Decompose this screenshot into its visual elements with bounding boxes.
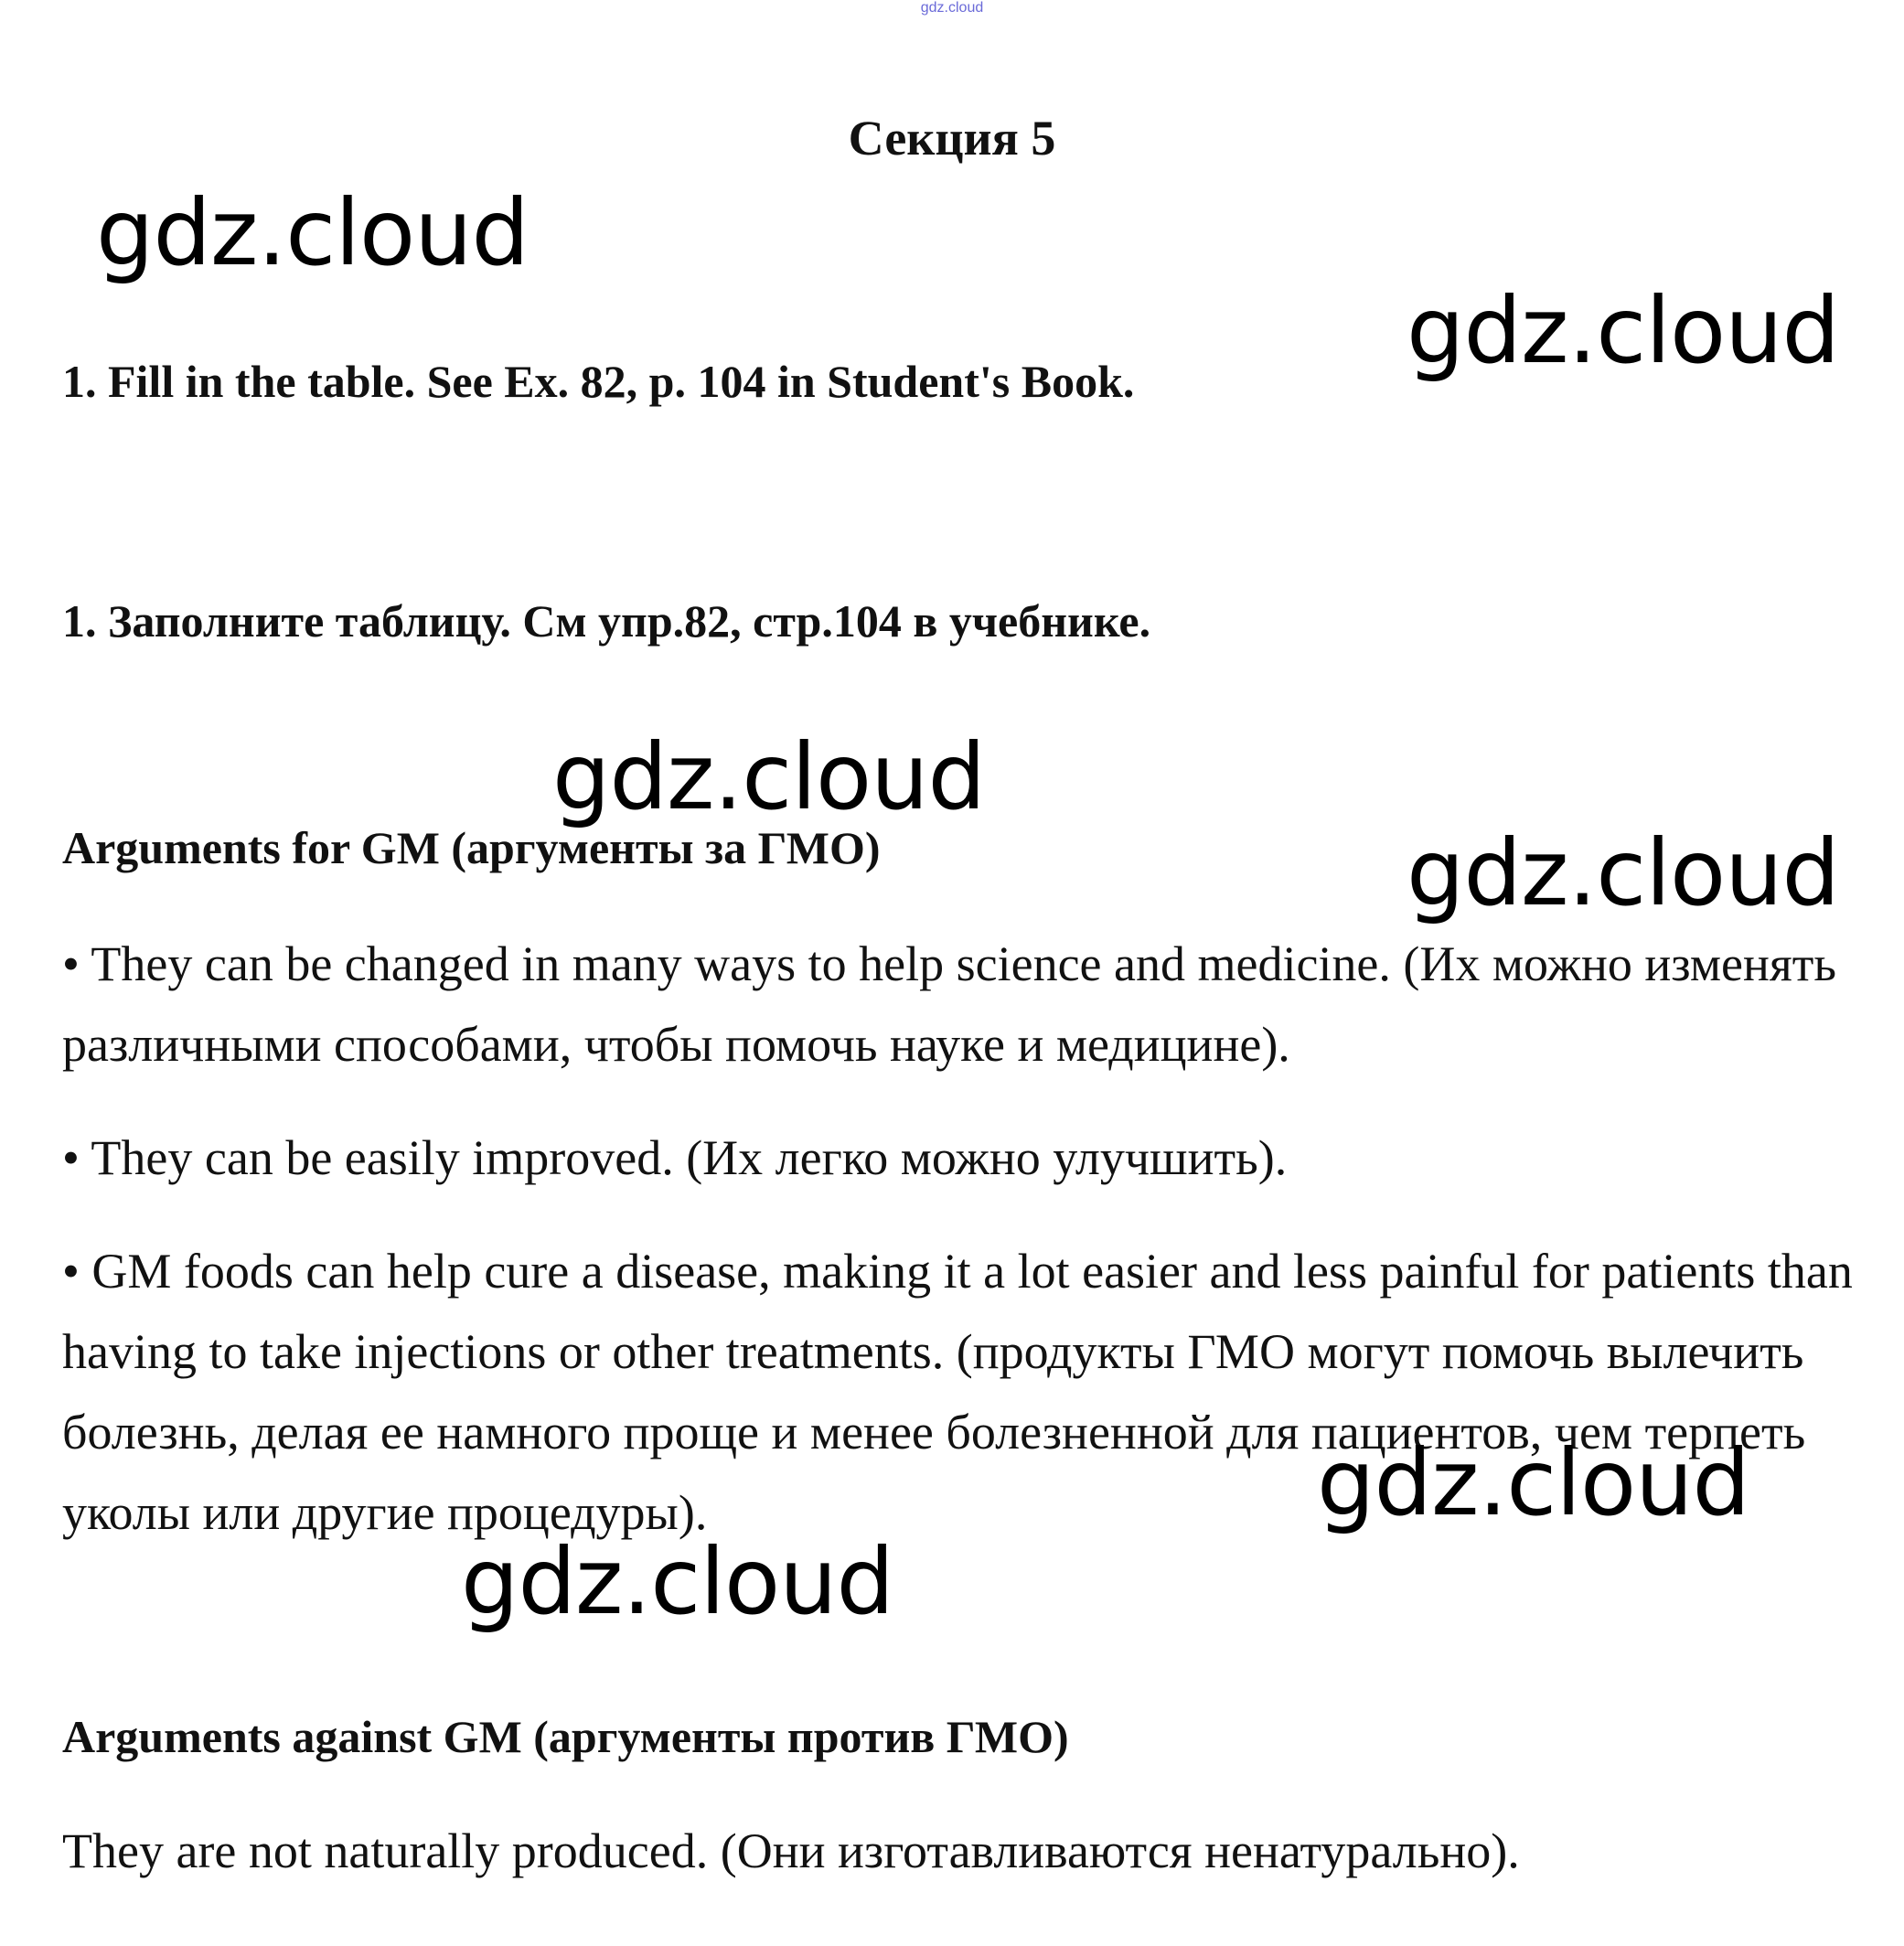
watermark: gdz.cloud <box>96 179 529 286</box>
arguments-against-heading: Arguments against GM (аргументы против ГМО) <box>62 1711 1069 1762</box>
argument-for-item: • They can be changed in many ways to help science and medicine. (Их можно изменять различными способами, чтобы помочь науке и медицине). <box>62 936 1836 1072</box>
arguments-for-heading: Arguments for GM (аргументы за ГМО) <box>62 822 881 873</box>
argument-for-item: • GM foods can help cure a disease, making it a lot easier and less painful for patients than having to take injections or other treatments. (продукты ГМО могут помочь вылечить болезнь, делая ее намного проще и менее болезненной для пациентов, чем терпеть уколы или другие процедуры). <box>62 1244 1853 1540</box>
page-title: Секция 5 <box>848 111 1056 166</box>
task-russian: 1. Заполните таблицу. См упр.82, стр.104 в учебнике. <box>62 595 1151 647</box>
watermark: gdz.cloud <box>552 723 986 830</box>
argument-against-item: They are not naturally produced. (Они изготавливаются ненатурально). <box>62 1823 1520 1878</box>
site-watermark-top: gdz.cloud <box>920 0 984 16</box>
task-english: 1. Fill in the table. See Ex. 82, p. 104 in Student's Book. <box>62 356 1135 407</box>
watermark: gdz.cloud <box>1407 277 1840 384</box>
watermark: gdz.cloud <box>1407 819 1840 926</box>
watermark: gdz.cloud <box>1317 1429 1750 1536</box>
watermark: gdz.cloud <box>461 1528 894 1635</box>
argument-for-item: • They can be easily improved. (Их легко можно улучшить). <box>62 1130 1288 1185</box>
